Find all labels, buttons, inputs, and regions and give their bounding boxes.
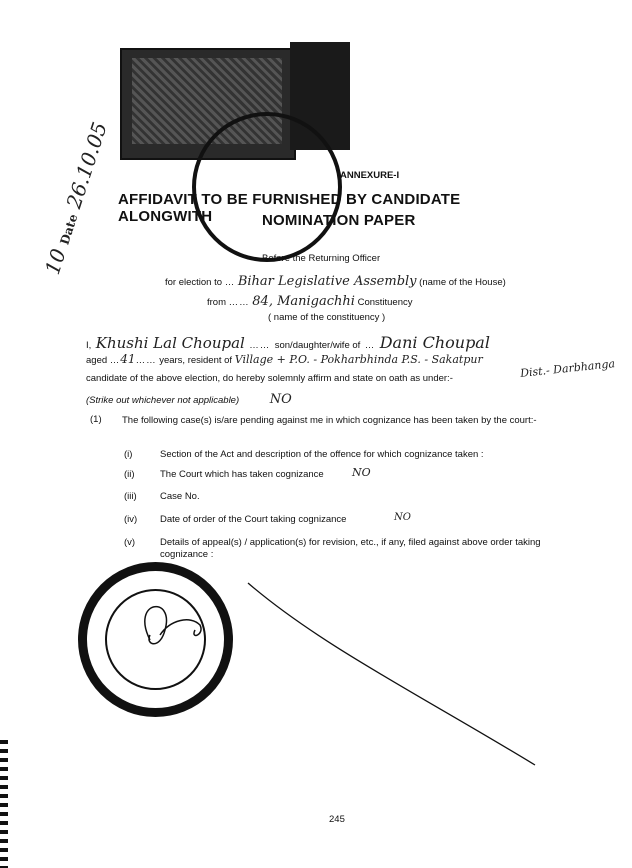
page-number: 245 — [329, 814, 345, 825]
strike-note: (Strike out whichever not applicable) — [86, 395, 240, 406]
declarant-name: Khushi Lal Choupal — [95, 334, 245, 352]
item-num: (ii) — [124, 469, 135, 480]
constituency-note: ( name of the constituency ) — [268, 312, 386, 323]
candidate-line: candidate of the above election, do hereby solemnly affirm and state on oath as under:- — [86, 373, 453, 384]
age-suffix: years, resident of — [159, 355, 233, 366]
item-text: Section of the Act and description of the offence for which cognizance taken : — [160, 449, 484, 460]
strike-through-line — [240, 575, 540, 775]
section-number: (1) — [90, 414, 102, 425]
item-text: Date of order of the Court taking cognizance — [160, 514, 347, 525]
before-returning-officer: Before the Returning Officer — [262, 253, 381, 264]
official-seal-top — [192, 112, 342, 262]
from-suffix: Constituency — [357, 297, 413, 308]
item-num: (v) — [124, 537, 136, 548]
district-note: Dist.- Darbhanga — [519, 357, 616, 380]
age-prefix: aged — [86, 355, 108, 366]
strike-value: NO — [269, 392, 292, 407]
age-line: aged …41…… years, resident of Village + P.O. - Pokharbhinda P.S. - Sakatpur — [86, 352, 483, 366]
item-text: Details of appeal(s) / application(s) for revision, etc., if any, filed against above order taking cognizance : — [160, 537, 541, 560]
parent-name: Dani Choupal — [379, 333, 490, 352]
from-prefix: from — [207, 297, 226, 308]
affidavit-title-line1: AFFIDAVIT TO BE FURNISHED BY CANDIDATE ALONGWITH — [118, 191, 461, 225]
margin-date-note — [40, 119, 112, 277]
margin-date: 26.10.05 — [61, 119, 112, 212]
item-text: Case No. — [160, 491, 200, 502]
item-text: The Court which has taken cognizance — [160, 469, 324, 480]
election-prefix: for election to — [165, 277, 223, 288]
election-line: for election to … Bihar Legislative Assembly (name of the House) — [165, 274, 506, 289]
margin-date-label: Date — [57, 212, 81, 247]
relation-label: son/daughter/wife of — [274, 340, 361, 351]
signature-mark — [120, 590, 230, 670]
from-value: 84, Manigachhi — [252, 294, 355, 309]
scan-edge — [0, 740, 8, 868]
resident-address: Village + P.O. - Pokharbhinda P.S. - Sakatpur — [234, 353, 483, 366]
item-value: NO — [352, 466, 371, 479]
item-num: (iv) — [124, 514, 138, 525]
election-suffix: (name of the House) — [419, 277, 506, 288]
section-text: The following case(s) is/are pending against me in which cognizance has been taken by the court:- — [122, 415, 537, 426]
item-value: NO — [394, 512, 411, 523]
affidavit-title-line2: NOMINATION PAPER — [262, 212, 416, 229]
margin-number: 10 — [40, 245, 71, 278]
declarant-line: I, Khushi Lal Choupal …… son/daughter/wife of … Dani Choupal — [86, 333, 490, 352]
item-num: (iii) — [124, 491, 137, 502]
strike-out-line — [86, 392, 292, 407]
item-num: (i) — [124, 449, 133, 460]
age-value: 41 — [120, 352, 136, 366]
election-value: Bihar Legislative Assembly — [237, 274, 417, 289]
annexure-label: ANNEXURE-I — [340, 170, 400, 181]
from-line: from …… 84, Manigachhi Constituency — [207, 294, 413, 309]
